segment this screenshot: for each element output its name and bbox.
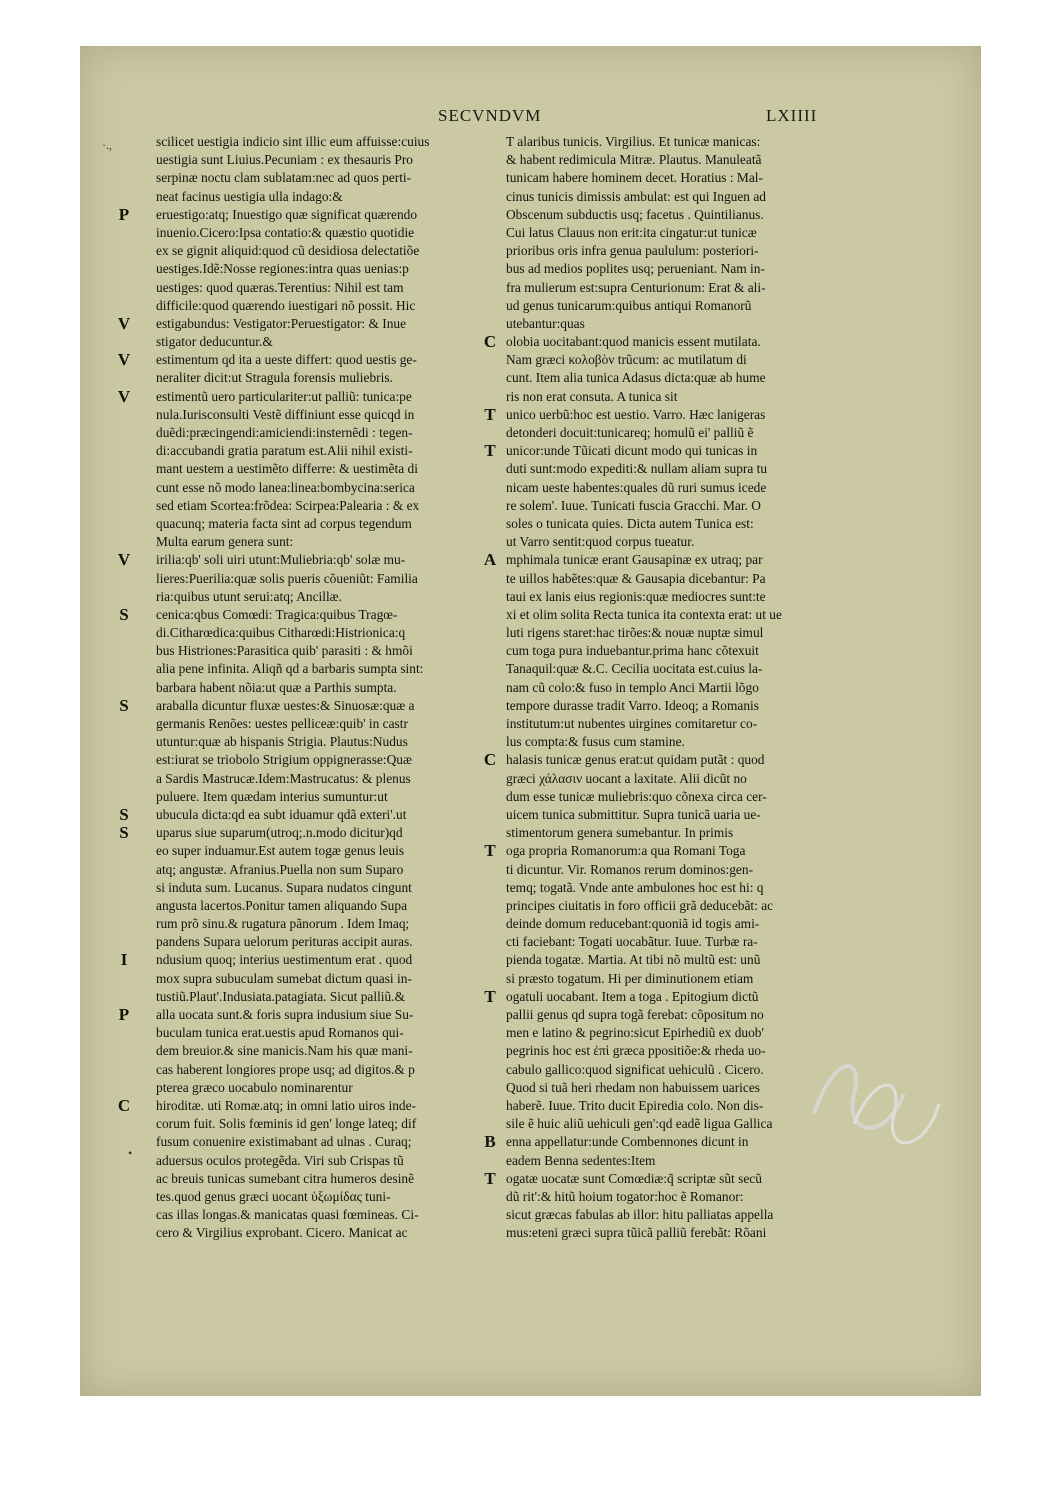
guide-initial: V bbox=[117, 386, 131, 406]
line-text: duẽdi:præcingendi:amiciendi:insternẽdi : tegen- bbox=[156, 425, 413, 440]
line-text: unico uerbũ:hoc est uestio. Varro. Hæc lanigeras bbox=[506, 406, 766, 422]
line-text: irilia:qb' soli uiri utunt:Muliebria:qb' solæ mu- bbox=[156, 552, 406, 568]
right-text-line bbox=[506, 697, 886, 715]
line-text: rum prõ sinu.& rugatura pãnorum . Idem Imaq; bbox=[156, 916, 410, 932]
right-text-line bbox=[506, 242, 886, 260]
line-text: germanis Renões: uestes pelliceæ:quib' in castr bbox=[156, 716, 408, 731]
line-text: fusum conuenire existimabant ad ulnas . Curaq; bbox=[156, 1134, 412, 1150]
guide-initial: T bbox=[484, 841, 496, 861]
left-text-line bbox=[117, 313, 554, 333]
line-text: ogatuli uocabant. Item a toga . Epitogium dictũ bbox=[506, 988, 759, 1004]
line-text: neraliter dicit:ut Stragula forensis muliebris. bbox=[156, 370, 393, 386]
line-text: uparus siue suparum(utroq;.n.modo dicitur)qd bbox=[156, 825, 403, 841]
left-text-line bbox=[156, 588, 554, 606]
guide-initial: C bbox=[117, 1095, 131, 1115]
line-text: dum esse tunicæ muliebris:quo cõnexa circa cer- bbox=[506, 788, 767, 804]
right-text-line bbox=[506, 788, 886, 806]
line-text: bus ad medios poplites usq; perueniant. Nam in- bbox=[506, 261, 765, 277]
guide-initial: V bbox=[117, 350, 131, 370]
right-text-line bbox=[483, 550, 886, 570]
guide-initial: C bbox=[483, 332, 497, 352]
left-text-line bbox=[156, 424, 554, 442]
line-text: eo super induamur.Est autem togæ genus leuis bbox=[156, 843, 405, 859]
guide-initial: S bbox=[119, 604, 129, 624]
line-text: stimentorum genera sumebantur. In primis bbox=[506, 825, 734, 841]
left-text-line bbox=[156, 933, 554, 951]
line-text: uestigia sunt Liuius.Pecuniam : ex thesauris Pro bbox=[156, 152, 413, 168]
line-text: tes.quod genus græci uocant ὑξωμίδας tuni- bbox=[156, 1188, 391, 1204]
line-text: Cui latus Clauus non erit:ita cingatur:ut tunicæ bbox=[506, 224, 757, 240]
left-text-line bbox=[156, 497, 554, 515]
line-text: mphimala tunicæ erant Gausapinæ ex utraq; par bbox=[506, 552, 763, 568]
left-text-line bbox=[156, 660, 554, 678]
folio-number: LXIIII bbox=[766, 106, 818, 125]
line-text: haberẽ. Iuue. Trito ducit Epiredia colo. Non dis- bbox=[506, 1097, 764, 1113]
left-text-line bbox=[119, 604, 554, 624]
line-text: nicam ueste habentes:quales dũ ruri sumus icede bbox=[506, 479, 767, 495]
line-text: uicem tunica submittitur. Supra tunicã uaria ue- bbox=[506, 806, 761, 822]
right-text-line bbox=[506, 824, 886, 842]
left-text-line bbox=[156, 970, 554, 988]
right-text-line bbox=[484, 1168, 886, 1188]
line-text: cas haberent longiores prope usq; ad digitos.& p bbox=[156, 1061, 415, 1077]
line-text: cero & Virgilius exprobant. Cicero. Manicat ac bbox=[156, 1225, 408, 1241]
line-text: ut Varro sentit:quod corpus tueatur. bbox=[506, 534, 695, 550]
line-text: alia pene infinita. Aliqñ qd a barbaris sumpta sint: bbox=[156, 661, 424, 677]
line-text: mox supra subuculam sumebat dictum quasi in- bbox=[156, 970, 412, 986]
line-text: mus:eteni græci supra tũicã palliũ ferebãt: Rõani bbox=[506, 1225, 767, 1241]
right-text-line bbox=[506, 1006, 886, 1024]
line-text: araballa dicuntur fluxæ uestes:& Sinuosæ:quæ a bbox=[156, 697, 415, 713]
line-text: alla uocata sunt.& foris supra indusium siue Su- bbox=[156, 1007, 414, 1022]
line-text: Multa earum genera sunt: bbox=[156, 534, 294, 550]
right-text-line bbox=[484, 986, 886, 1006]
right-text-line bbox=[506, 715, 886, 733]
line-text: pegrinis hoc est ἐπὶ græca ppositiõe:& rheda uo- bbox=[506, 1043, 766, 1059]
line-text: atq; angustæ. Afranius.Puella non sum Suparo bbox=[156, 861, 404, 877]
right-text-line bbox=[506, 951, 886, 969]
left-text-line bbox=[156, 151, 554, 169]
line-text: uestiges: quod quæras.Terentius: Nihil est tam bbox=[156, 279, 404, 295]
left-text-line bbox=[119, 823, 554, 843]
left-text-line bbox=[156, 279, 554, 297]
line-text: cinus tunicis dimissis ambulat: est qui Inguen ad bbox=[506, 188, 766, 204]
guide-initial: C bbox=[483, 750, 497, 770]
line-text: inuenio.Cicero:Ipsa contatio:& quæstio quotidie bbox=[156, 224, 415, 240]
line-text: xi et olim solita Recta tunica ita contexta erat: ut ue bbox=[506, 606, 782, 622]
right-text-line bbox=[506, 188, 886, 206]
line-text: cunt. Item alia tunica Adasus dicta:quæ ab hume bbox=[506, 370, 766, 386]
line-text: Obscenum subductis usq; facetus . Quintilianus. bbox=[506, 206, 764, 222]
left-text-line bbox=[156, 733, 554, 751]
right-text-line bbox=[506, 660, 886, 678]
line-text: ris non erat consuta. A tunica sit bbox=[506, 388, 678, 404]
left-text-line bbox=[156, 1042, 554, 1060]
line-text: halasis tunicæ genus erat:ut quidam putãt : quod bbox=[506, 752, 765, 768]
right-text-line bbox=[506, 933, 886, 951]
right-text-line bbox=[506, 388, 886, 406]
line-text: nam cũ colo:& fuso in templo Anci Martii lõgo bbox=[506, 679, 759, 695]
left-text-line bbox=[156, 1024, 554, 1042]
right-text-line bbox=[506, 460, 886, 478]
line-text: sed etiam Scortea:frõdea: Scirpea:Palearia : & ex bbox=[156, 497, 420, 513]
right-text-line bbox=[506, 806, 886, 824]
line-text: estimentum qd ita a ueste differt: quod uestis ge- bbox=[156, 352, 417, 368]
line-text: & habent redimicula Mitræ. Plautus. Manuleatã bbox=[506, 152, 762, 168]
left-text-line bbox=[156, 133, 554, 151]
left-text-line bbox=[156, 1188, 554, 1206]
left-text-line bbox=[156, 1152, 554, 1170]
left-text-line bbox=[156, 788, 554, 806]
left-text-line bbox=[156, 224, 554, 242]
right-text-line bbox=[506, 570, 886, 588]
line-text: duti sunt:modo expediti:& nullam aliam supra tu bbox=[506, 461, 768, 477]
right-text-line bbox=[506, 1188, 886, 1206]
line-text: mant uestem a uestimẽto differre: & uestimẽta di bbox=[156, 461, 418, 477]
right-text-line bbox=[506, 770, 886, 788]
right-text-line bbox=[506, 279, 886, 297]
line-text: enna appellatur:unde Combennones dicunt in bbox=[506, 1134, 749, 1150]
right-text-line bbox=[506, 861, 886, 879]
left-text-line bbox=[156, 242, 554, 260]
right-text-line bbox=[506, 297, 886, 315]
line-text: sile ẽ huic aliũ uehiculi gen':qd eadẽ ligua Gallica bbox=[506, 1116, 773, 1132]
line-text: utebantur:quas bbox=[506, 315, 585, 331]
left-text-line bbox=[156, 533, 554, 551]
guide-initial: I bbox=[120, 950, 128, 970]
line-text: a Sardis Mastrucæ.Idem:Mastrucatus: & plenus bbox=[156, 770, 411, 786]
guide-initial: P bbox=[118, 204, 130, 224]
line-text: principes ciuitatis in foro officii grã deducebãt: ac bbox=[506, 897, 774, 913]
line-text: Quod si tuã heri rhedam non habuissem uarices bbox=[506, 1079, 760, 1095]
left-text-line bbox=[156, 770, 554, 788]
line-text: ubucula dicta:qd ea subt iduamur qdã exteri'.ut bbox=[156, 806, 407, 822]
guide-initial: S bbox=[119, 823, 129, 843]
line-text: pallii genus qd supra togã ferebat: cõpositum no bbox=[506, 1007, 764, 1022]
guide-initial: V bbox=[117, 550, 131, 570]
right-text-line bbox=[506, 151, 886, 169]
right-text-line bbox=[483, 750, 886, 770]
left-text-line bbox=[156, 897, 554, 915]
line-text: ndusium quoq; interius uestimentum erat . quod bbox=[156, 952, 413, 968]
right-text-line bbox=[506, 479, 886, 497]
line-text: di:accubandi gratia paratum est.Alii nihil existi- bbox=[156, 443, 413, 459]
right-text-line bbox=[506, 915, 886, 933]
right-text-line bbox=[506, 169, 886, 187]
left-text-line bbox=[156, 679, 554, 697]
left-text-line bbox=[156, 297, 554, 315]
line-text: puluere. Item quædam interius sumuntur:ut bbox=[156, 788, 388, 804]
guide-initial: T bbox=[484, 404, 496, 424]
left-text-line bbox=[156, 861, 554, 879]
left-text-line bbox=[156, 1206, 554, 1224]
line-text: Nam græci κολοβὸν trũcum: ac mutilatum di bbox=[506, 352, 747, 368]
line-text: ria:quibus utunt serui:atq; Ancillæ. bbox=[156, 588, 342, 604]
right-text-line bbox=[506, 260, 886, 278]
line-text: est:iurat se triobolo Strigium oppignerasse:Quæ bbox=[156, 752, 412, 768]
right-text-line bbox=[506, 733, 886, 751]
right-text-line bbox=[484, 841, 886, 861]
line-text: uestiges.Idẽ:Nosse regiones:intra quas uenias:p bbox=[156, 261, 409, 277]
line-text: pandens Supara uelorum perituras accipit auras. bbox=[156, 934, 413, 950]
left-text-line bbox=[156, 715, 554, 733]
line-text: neat facinus uestigia ulla indago:& bbox=[156, 188, 343, 204]
left-text-line bbox=[156, 1115, 554, 1133]
left-text-line bbox=[156, 570, 554, 588]
margin-mark: • bbox=[128, 1146, 133, 1160]
line-text: ac breuis tunicas sumebant citra humeros desinẽ bbox=[156, 1170, 415, 1186]
guide-initial: T bbox=[484, 1168, 496, 1188]
left-text-line bbox=[117, 350, 554, 370]
right-text-line bbox=[484, 441, 886, 461]
line-text: deinde domum reducebant:quoniã id togis ami- bbox=[506, 916, 760, 932]
left-text-line bbox=[156, 879, 554, 897]
right-text-line bbox=[506, 679, 886, 697]
scanned-page bbox=[80, 46, 981, 1396]
line-text: pterea græco uocabulo nominarentur bbox=[156, 1079, 353, 1095]
line-text: scilicet uestigia indicio sint illic eum affuisse:cuius bbox=[156, 134, 430, 149]
left-text-line bbox=[156, 260, 554, 278]
line-text: tustiũ.Plaut'.Indusiata.patagiata. Sicut palliũ.& bbox=[156, 988, 405, 1004]
right-text-line bbox=[506, 1224, 886, 1242]
line-text: corum fuit. Solis fœminis id gen' longe lateq; dif bbox=[156, 1116, 417, 1132]
line-text: cunt esse nõ modo lanea:linea:bombycina:serica bbox=[156, 479, 415, 495]
left-text-line bbox=[156, 188, 554, 206]
line-text: græci χάλασιν uocant a laxitate. Alii dicũt no bbox=[506, 770, 747, 786]
guide-initial: A bbox=[483, 550, 497, 570]
guide-initial: S bbox=[119, 695, 129, 715]
right-text-line bbox=[506, 424, 886, 442]
left-text-line bbox=[119, 804, 554, 824]
guide-initial: S bbox=[119, 804, 129, 824]
line-text: estimentũ uero particulariter:ut palliũ: tunica:pe bbox=[156, 388, 412, 404]
line-text: buculam tunica erat.uestis apud Romanos qui- bbox=[156, 1025, 404, 1041]
right-text-line bbox=[506, 515, 886, 533]
left-text-line bbox=[156, 915, 554, 933]
left-column bbox=[117, 133, 554, 1242]
line-text: ti dicuntur. Vir. Romanos rerum dominos:gen- bbox=[506, 861, 754, 877]
line-text: lus compta:& fusus cum stamine. bbox=[506, 734, 685, 750]
line-text: eadem Benna sedentes:Item bbox=[506, 1152, 656, 1168]
line-text: estigabundus: Vestigator:Peruestigator: & Inue bbox=[156, 315, 407, 331]
line-text: detonderi docuit:tunicareq; homulũ ei' palliũ ẽ bbox=[506, 425, 754, 440]
right-text-line bbox=[506, 206, 886, 224]
line-text: tempore durasse tradit Varro. Ideoq; a Romanis bbox=[506, 697, 759, 713]
guide-initial: T bbox=[484, 441, 496, 461]
right-text-line bbox=[506, 315, 886, 333]
right-text-line bbox=[506, 533, 886, 551]
line-text: cenica:qbus Comœdi: Tragica:quibus Tragœ- bbox=[156, 606, 398, 622]
line-text: serpinæ noctu clam sublatam:nec ad quos perti- bbox=[156, 170, 412, 186]
line-text: dũ rit':& hitũ hoium togator:hoc ẽ Romanor: bbox=[506, 1188, 744, 1204]
line-text: re solem'. Iuue. Tunicati fuscia Gracchi. Mar. O bbox=[506, 497, 761, 513]
line-text: nula.Iurisconsulti Vestẽ diffiniunt esse quicqd in bbox=[156, 406, 415, 422]
line-text: institutum:ut nubentes uirgines comitaretur co- bbox=[506, 716, 758, 731]
left-text-line bbox=[156, 369, 554, 387]
right-text-line bbox=[506, 224, 886, 242]
right-text-line bbox=[506, 606, 886, 624]
left-text-line bbox=[118, 204, 554, 224]
left-text-line bbox=[117, 1095, 554, 1115]
line-text: cti faciebant: Togati uocabãtur. Iuue. Turbæ ra- bbox=[506, 934, 758, 950]
line-text: cum toga pura induebantur.prima hanc cõtexuit bbox=[506, 643, 759, 659]
right-text-line bbox=[506, 369, 886, 387]
line-text: hiroditæ. uti Romæ.atq; in omni latio uiros inde- bbox=[156, 1097, 416, 1113]
line-text: sicut græcas fabulas ab illor: hitu palliatas appella bbox=[506, 1207, 774, 1223]
running-title: SECVNDVM bbox=[438, 106, 542, 125]
right-text-line bbox=[506, 642, 886, 660]
right-text-line bbox=[506, 351, 886, 369]
right-text-line bbox=[484, 404, 886, 424]
left-text-line bbox=[118, 1005, 554, 1024]
left-text-line bbox=[156, 1079, 554, 1097]
line-text: temq; togatã. Vnde ante ambulones hoc est hi: q bbox=[506, 879, 764, 895]
right-text-line bbox=[506, 588, 886, 606]
line-text: cabulo gallico:quod significat uehiculũ . Cicero. bbox=[506, 1061, 764, 1077]
line-text: pienda togatæ. Martia. At tibi nõ multũ est: unũ bbox=[506, 952, 761, 968]
line-text: ud genus tunicarum:quibus antiqui Romanorũ bbox=[506, 297, 752, 313]
left-text-line bbox=[156, 1061, 554, 1079]
left-text-line bbox=[156, 624, 554, 642]
line-text: difficile:quod quærendo iuestigari nõ possit. Hic bbox=[156, 297, 416, 313]
line-text: utuntur:quæ ab hispanis Strigia. Plautus:Nudus bbox=[156, 734, 408, 750]
guide-initial: P bbox=[118, 1005, 130, 1024]
guide-initial: V bbox=[117, 313, 131, 333]
left-text-line bbox=[156, 1224, 554, 1242]
left-text-line bbox=[156, 479, 554, 497]
left-text-line bbox=[156, 460, 554, 478]
right-text-line bbox=[506, 133, 886, 151]
right-text-line bbox=[506, 970, 886, 988]
left-text-line bbox=[156, 515, 554, 533]
right-text-line bbox=[483, 332, 886, 352]
right-text-line bbox=[506, 1152, 886, 1170]
line-text: barbara habent nõia:ut quæ a Parthis sumpta. bbox=[156, 679, 397, 695]
line-text: luti rigens staret:hac tirões:& nouæ nuptæ simul bbox=[506, 625, 764, 641]
line-text: stigator deducuntur.& bbox=[156, 334, 273, 350]
left-text-line bbox=[119, 695, 554, 715]
line-text: bus Histriones:Parasitica quib' parasiti : & hmõi bbox=[156, 643, 413, 659]
line-text: cas illas longas.& manicatas quasi fœmineas. Ci- bbox=[156, 1207, 419, 1223]
line-text: quacunq; materia facta sint ad corpus tegendum bbox=[156, 515, 412, 531]
left-text-line bbox=[120, 950, 554, 970]
line-text: T alaribus tunicis. Virgilius. Et tunicæ manicas: bbox=[506, 134, 761, 149]
guide-initial: B bbox=[484, 1132, 496, 1152]
line-text: Tanaquil:quæ &.C. Cecilia uocitata est.cuius la- bbox=[506, 661, 763, 677]
line-text: di.Citharœdica:quibus Citharœdi:Histrionica:q bbox=[156, 625, 406, 641]
line-text: unicor:unde Tũicati dicunt modo qui tunicas in bbox=[506, 443, 758, 459]
left-text-line bbox=[156, 169, 554, 187]
line-text: prioribus oris infra genua paululum: posteriori- bbox=[506, 243, 759, 259]
line-text: soles o tunicata quies. Dicta autem Tunica est: bbox=[506, 515, 754, 531]
right-text-line bbox=[506, 879, 886, 897]
line-text: eruestigo:atq; Inuestigo quæ significat quærendo bbox=[156, 206, 418, 222]
right-text-line bbox=[506, 1206, 886, 1224]
right-text-line bbox=[506, 497, 886, 515]
line-text: si induta sum. Lucanus. Supara nudatos cingunt bbox=[156, 879, 412, 895]
line-text: dem breuior.& sine manicis.Nam his quæ mani- bbox=[156, 1043, 413, 1059]
line-text: ogatæ uocatæ sunt Comœdiæ:q̃ scriptæ sũt secũ bbox=[506, 1170, 762, 1186]
line-text: tunicam habere hominem decet. Horatius : Mal- bbox=[506, 170, 763, 186]
left-text-line bbox=[156, 642, 554, 660]
line-text: si præsto togatum. Hi per diminutionem etiam bbox=[506, 970, 754, 986]
line-text: lieres:Puerilia:quæ solis pueris cõueniũt: Familia bbox=[156, 570, 418, 586]
library-stamp-mark bbox=[794, 1034, 944, 1154]
right-text-line bbox=[506, 624, 886, 642]
line-text: oga propria Romanorum:a qua Romani Toga bbox=[506, 843, 746, 859]
guide-initial: T bbox=[484, 986, 496, 1006]
margin-mark: ·., bbox=[102, 138, 112, 152]
line-text: te uillos habẽtes:quæ & Gausapia dicebantur: Pa bbox=[506, 570, 766, 586]
line-text: angusta lacertos.Ponitur tamen aliquando Supa bbox=[156, 897, 408, 913]
line-text: fra mulierum est:supra Centurionum: Erat & ali- bbox=[506, 279, 766, 295]
left-text-line bbox=[117, 386, 554, 406]
line-text: taui ex lanis eius regionis:quæ mediocres sunt:te bbox=[506, 588, 766, 604]
line-text: men e latino & pegrino:sicut Epirhediũ ex duob' bbox=[506, 1025, 764, 1041]
line-text: aduersus oculos protegẽda. Viri sub Crispas tũ bbox=[156, 1152, 404, 1168]
line-text: ex se gignit aliquid:quod cũ desidiosa delectatiõe bbox=[156, 243, 420, 259]
line-text: olobia uocitabant:quod manicis essent mutilata. bbox=[506, 334, 761, 350]
right-text-line bbox=[506, 897, 886, 915]
